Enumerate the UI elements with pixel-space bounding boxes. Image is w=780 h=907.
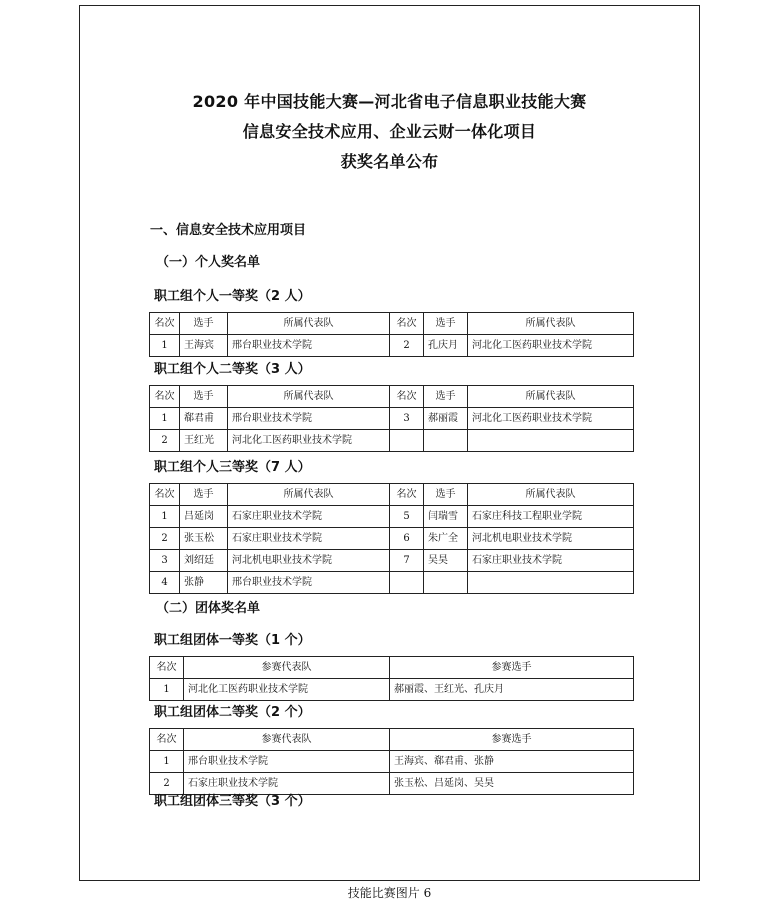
- award-heading-team-first: 职工组团体一等奖（1 个）: [154, 633, 311, 648]
- rank-cell: 2: [150, 773, 184, 795]
- header-rank: 名次: [390, 484, 424, 506]
- individual-first-prize-table: [149, 312, 634, 357]
- table-row: [150, 751, 634, 773]
- rank-cell: 5: [390, 506, 424, 528]
- image-caption: 技能比赛图片 6: [347, 886, 432, 900]
- table-row: [150, 572, 634, 594]
- header-rank: 名次: [390, 313, 424, 335]
- header-contestant: 选手: [180, 386, 228, 408]
- team-cell: 河北化工医药职业技术学院: [184, 679, 390, 701]
- header-contestants: 参赛选手: [390, 729, 634, 751]
- table-header-row: [150, 484, 634, 506]
- rank-cell: 1: [150, 335, 180, 357]
- header-rank: 名次: [390, 386, 424, 408]
- header-team: 所属代表队: [468, 313, 634, 335]
- document-title-line-1: 2020 年中国技能大赛—河北省电子信息职业技能大赛: [192, 92, 587, 111]
- table-row: [150, 550, 634, 572]
- header-team: 所属代表队: [228, 386, 390, 408]
- rank-cell: 1: [150, 751, 184, 773]
- contestants-cell: 张玉松、吕延岗、吴昊: [390, 773, 634, 795]
- document-title-line-3: 获奖名单公布: [340, 152, 439, 171]
- rank-cell: 2: [150, 430, 180, 452]
- team-cell: 邢台职业技术学院: [228, 335, 390, 357]
- team-cell: 邢台职业技术学院: [228, 408, 390, 430]
- contestant-cell: 闫瑞雪: [424, 506, 468, 528]
- header-contestant: 选手: [180, 484, 228, 506]
- team-cell: 石家庄职业技术学院: [228, 528, 390, 550]
- individual-second-prize-table: [149, 385, 634, 452]
- team-cell: 河北机电职业技术学院: [228, 550, 390, 572]
- header-rank: 名次: [150, 729, 184, 751]
- table-row: [150, 528, 634, 550]
- contestant-cell: 郗君甫: [180, 408, 228, 430]
- rank-cell: 1: [150, 506, 180, 528]
- contestant-cell: 王红光: [180, 430, 228, 452]
- contestant-cell: 朱广全: [424, 528, 468, 550]
- contestant-cell: 张静: [180, 572, 228, 594]
- award-heading-individual-third: 职工组个人三等奖（7 人）: [154, 460, 311, 475]
- header-contestant: 选手: [424, 386, 468, 408]
- table-header-row: [150, 729, 634, 751]
- team-cell: 石家庄科技工程职业学院: [468, 506, 634, 528]
- header-contestant: 选手: [424, 313, 468, 335]
- team-cell: 邢台职业技术学院: [228, 572, 390, 594]
- table-row: [150, 408, 634, 430]
- team-cell: 石家庄职业技术学院: [184, 773, 390, 795]
- award-heading-team-third: 职工组团体三等奖（3 个）: [154, 794, 311, 809]
- contestant-cell: 王海宾: [180, 335, 228, 357]
- header-rank: 名次: [150, 657, 184, 679]
- rank-cell: 2: [150, 528, 180, 550]
- contestant-cell: [424, 430, 468, 452]
- award-heading-individual-first: 职工组个人一等奖（2 人）: [154, 289, 311, 304]
- rank-cell: 4: [150, 572, 180, 594]
- award-heading-individual-second: 职工组个人二等奖（3 人）: [154, 362, 311, 377]
- header-contestants: 参赛选手: [390, 657, 634, 679]
- individual-third-prize-table: [149, 483, 634, 594]
- table-row: [150, 506, 634, 528]
- contestant-cell: 张玉松: [180, 528, 228, 550]
- header-rank: 名次: [150, 484, 180, 506]
- rank-cell: 3: [150, 550, 180, 572]
- team-cell: 邢台职业技术学院: [184, 751, 390, 773]
- team-cell: 河北机电职业技术学院: [468, 528, 634, 550]
- contestant-cell: [424, 572, 468, 594]
- team-first-prize-table: [149, 656, 634, 701]
- section-heading: 一、信息安全技术应用项目: [150, 223, 307, 238]
- table-row: [150, 335, 634, 357]
- rank-cell: [390, 430, 424, 452]
- subsection-individual-heading: （一）个人奖名单: [156, 255, 261, 270]
- header-team: 所属代表队: [468, 386, 634, 408]
- rank-cell: 6: [390, 528, 424, 550]
- header-team: 所属代表队: [468, 484, 634, 506]
- table-header-row: [150, 386, 634, 408]
- team-cell: 河北化工医药职业技术学院: [468, 408, 634, 430]
- header-team: 所属代表队: [228, 484, 390, 506]
- team-cell: [468, 572, 634, 594]
- team-cell: 河北化工医药职业技术学院: [468, 335, 634, 357]
- team-cell: [468, 430, 634, 452]
- rank-cell: [390, 572, 424, 594]
- contestant-cell: 吴昊: [424, 550, 468, 572]
- team-second-prize-table: [149, 728, 634, 795]
- award-heading-team-second: 职工组团体二等奖（2 个）: [154, 705, 311, 720]
- contestant-cell: 刘绍廷: [180, 550, 228, 572]
- header-rank: 名次: [150, 386, 180, 408]
- rank-cell: 3: [390, 408, 424, 430]
- header-team: 参赛代表队: [184, 729, 390, 751]
- team-cell: 石家庄职业技术学院: [468, 550, 634, 572]
- rank-cell: 7: [390, 550, 424, 572]
- rank-cell: 1: [150, 679, 184, 701]
- header-rank: 名次: [150, 313, 180, 335]
- contestants-cell: 郝丽霞、王红光、孔庆月: [390, 679, 634, 701]
- contestants-cell: 王海宾、郗君甫、张静: [390, 751, 634, 773]
- rank-cell: 2: [390, 335, 424, 357]
- table-header-row: [150, 657, 634, 679]
- header-contestant: 选手: [424, 484, 468, 506]
- document-title-line-2: 信息安全技术应用、企业云财一体化项目: [242, 122, 537, 141]
- team-cell: 石家庄职业技术学院: [228, 506, 390, 528]
- rank-cell: 1: [150, 408, 180, 430]
- subsection-team-heading: （二）团体奖名单: [156, 601, 261, 616]
- header-team: 所属代表队: [228, 313, 390, 335]
- table-row: [150, 430, 634, 452]
- contestant-cell: 孔庆月: [424, 335, 468, 357]
- contestant-cell: 郝丽霞: [424, 408, 468, 430]
- header-contestant: 选手: [180, 313, 228, 335]
- team-cell: 河北化工医药职业技术学院: [228, 430, 390, 452]
- header-team: 参赛代表队: [184, 657, 390, 679]
- table-header-row: [150, 313, 634, 335]
- contestant-cell: 吕延岗: [180, 506, 228, 528]
- table-row: [150, 679, 634, 701]
